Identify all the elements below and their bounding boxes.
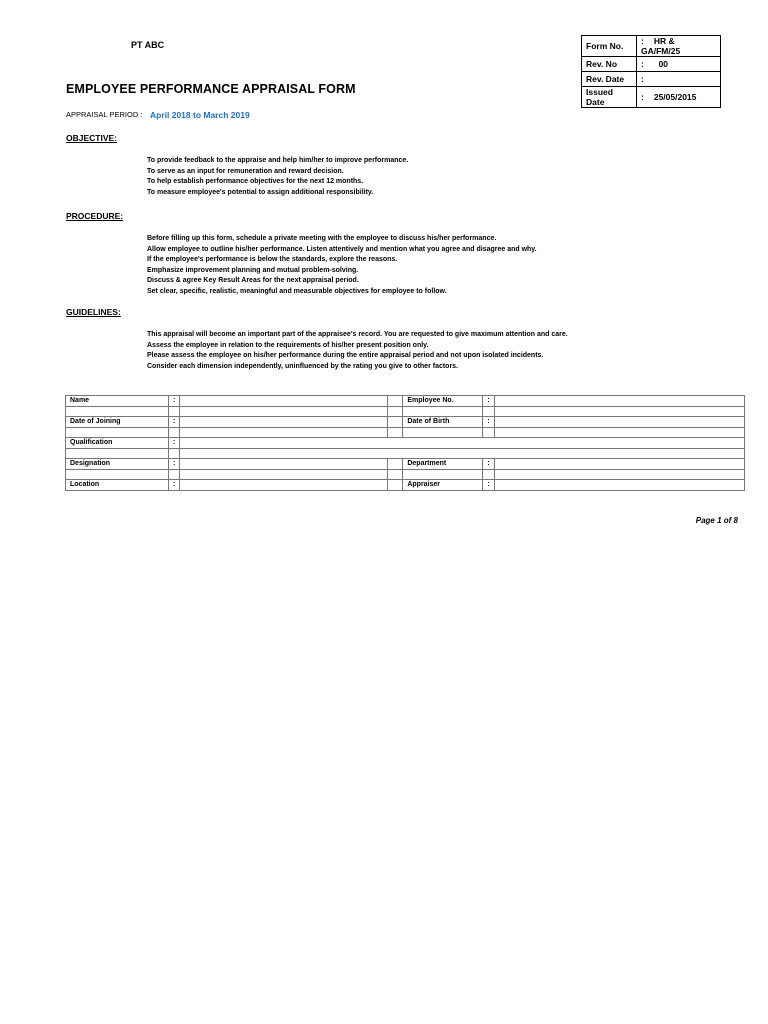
qualification-field[interactable] <box>180 438 745 449</box>
designation-field[interactable] <box>180 459 388 470</box>
qualification-label: Qualification <box>66 438 169 449</box>
date-of-joining-field[interactable] <box>180 417 388 428</box>
colon-cell: : <box>483 396 495 407</box>
guidelines-line: Consider each dimension independently, uninfluenced by the rating you give to other factors. <box>147 362 459 370</box>
objective-line: To serve as an input for remuneration and reward decision. <box>147 167 344 175</box>
page-indicator: Page 1 of 8 <box>695 516 738 525</box>
table-row <box>66 459 745 470</box>
procedure-line: Discuss & agree Key Result Areas for the next appraisal period. <box>147 277 359 284</box>
department-label: Department <box>403 459 483 470</box>
department-field[interactable] <box>495 459 745 470</box>
colon-cell: : <box>483 417 495 428</box>
guidelines-line: Please assess the employee on his/her performance during the entire appraisal period and not upon isolated incidents. <box>147 352 544 359</box>
colon-cell: : <box>169 417 180 428</box>
appraiser-label: Appraiser <box>403 480 483 491</box>
colon-cell: : <box>169 396 180 407</box>
location-label: Location <box>66 480 169 491</box>
appraisal-period-value: April 2018 to March 2019 <box>150 110 250 120</box>
guidelines-line: This appraisal will become an important part of the appraisee's record. You are requested to give maximum attention and care. <box>147 331 568 338</box>
colon-cell: : <box>483 480 495 491</box>
guidelines-text <box>147 330 568 372</box>
name-label: Name <box>66 396 169 407</box>
appraiser-field[interactable] <box>495 480 745 491</box>
location-field[interactable] <box>180 480 388 491</box>
table-row <box>66 417 745 428</box>
employee-info-table <box>65 395 745 491</box>
employee-no-label: Employee No. <box>403 396 483 407</box>
procedure-line: Set clear, specific, realistic, meaningful and measurable objectives for employee to follow. <box>147 287 447 295</box>
issued-date-value: : 25/05/2015 <box>637 87 721 108</box>
employee-no-field[interactable] <box>495 396 745 407</box>
table-row <box>66 406 745 417</box>
objective-text <box>147 156 408 198</box>
form-info-row <box>582 57 721 72</box>
table-row <box>66 396 745 407</box>
form-no-value: : HR & GA/FM/25 <box>637 36 721 57</box>
colon-cell: : <box>169 438 180 449</box>
objective-heading: OBJECTIVE: <box>66 133 118 143</box>
form-title: EMPLOYEE PERFORMANCE APPRAISAL FORM <box>66 82 356 96</box>
colon-cell: : <box>169 459 180 470</box>
date-of-joining-label: Date of Joining <box>66 417 169 428</box>
form-info-row <box>582 87 721 108</box>
date-of-birth-field[interactable] <box>495 417 745 428</box>
spacer-cell <box>388 480 403 491</box>
procedure-line: Emphasize improvement planning and mutual problem-solving. <box>147 266 359 274</box>
form-info-row <box>582 72 721 87</box>
spacer-cell <box>388 396 403 407</box>
form-info-table <box>581 35 721 108</box>
objective-line: To provide feedback to the appraise and help him/her to improve performance. <box>147 157 409 164</box>
guidelines-heading: GUIDELINES: <box>66 307 121 317</box>
form-no-label: Form No. <box>582 36 637 57</box>
spacer-cell <box>388 417 403 428</box>
spacer-cell <box>388 459 403 470</box>
rev-date-label: Rev. Date <box>582 72 637 87</box>
objective-line: To measure employee's potential to assign additional responsibility. <box>147 188 374 196</box>
rev-no-value: : 00 <box>637 57 721 72</box>
rev-date-value: : <box>637 72 721 87</box>
table-row <box>66 469 745 480</box>
appraisal-period-label: APPRAISAL PERIOD : <box>66 110 143 119</box>
colon-cell: : <box>483 459 495 470</box>
procedure-heading: PROCEDURE: <box>66 211 124 221</box>
company-name: PT ABC <box>131 40 165 50</box>
table-row <box>66 438 745 449</box>
guidelines-line: Assess the employee in relation to the requirements of his/her present position only. <box>147 341 429 349</box>
table-row <box>66 427 745 438</box>
form-info-row <box>582 36 721 57</box>
table-row <box>66 480 745 491</box>
procedure-line: If the employee's performance is below the standards, explore the reasons. <box>147 256 398 263</box>
rev-no-label: Rev. No <box>582 57 637 72</box>
issued-date-label: Issued Date <box>582 87 637 108</box>
designation-label: Designation <box>66 459 169 470</box>
objective-line: To help establish performance objectives for the next 12 months. <box>147 178 364 185</box>
table-row <box>66 448 745 459</box>
procedure-line: Allow employee to outline his/her performance. Listen attentively and mention what you agree and disagree and why. <box>147 245 537 253</box>
colon-cell: : <box>169 480 180 491</box>
procedure-text <box>147 234 537 297</box>
procedure-line: Before filling up this form, schedule a private meeting with the employee to discuss his/her performance. <box>147 235 497 242</box>
date-of-birth-label: Date of Birth <box>403 417 483 428</box>
name-field[interactable] <box>180 396 388 407</box>
